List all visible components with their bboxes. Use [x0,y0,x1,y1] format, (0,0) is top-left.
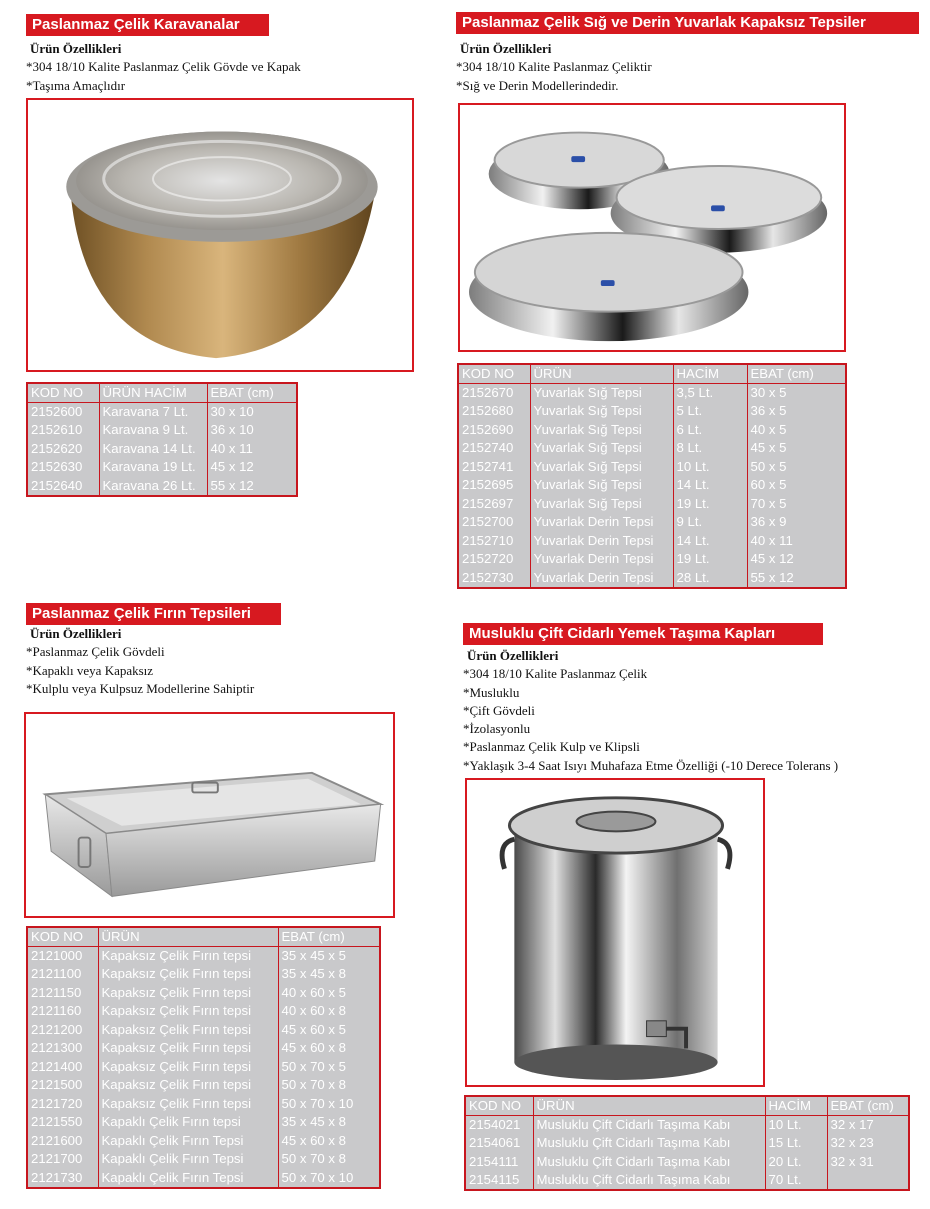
table-cell: 19 Lt. [673,550,747,569]
tepsi-feature-2: *Sığ ve Derin Modellerindedir. [456,77,619,93]
table-cell: 2121600 [27,1132,98,1151]
table-cell: 32 x 17 [830,1117,874,1132]
table-cell: 30 x 5 [750,385,787,400]
table-row [458,513,846,532]
table-cell: 2152740 [458,439,530,458]
table-cell: 36 x 5 [750,403,787,419]
table-cell: 2152620 [27,440,99,459]
table-cell: Kapaksız Çelik Fırın tepsi [98,984,278,1003]
table-cell: 10 Lt. [765,1116,827,1135]
table-cell: 8 Lt. [673,439,747,458]
table-header-row [458,364,846,384]
tepsi-trays-illustration [460,105,844,350]
table-cell: Kapaklı Çelik Fırın tepsi [98,1113,278,1132]
muslu-title: Musluklu Çift Cidarlı Yemek Taşıma Kapları [463,623,823,645]
table-cell: 35 x 45 x 8 [281,1114,347,1130]
firin-image [24,712,395,918]
table-row [458,569,846,588]
table-header-row [27,383,297,403]
table-cell: 2154061 [465,1134,533,1153]
karavana-feature-1: *304 18/10 Kalite Paslanmaz Çelik Gövde ve Kapak [26,59,301,75]
table-row [458,439,846,458]
header-kod: KOD NO [27,383,99,403]
table-cell: Musluklu Çift Cidarlı Taşıma Kabı [533,1134,765,1153]
table-cell: 40 x 11 [750,532,793,548]
muslu-feature-5: *Paslanmaz Çelik Kulp ve Klipsli [463,739,640,755]
table-row [458,495,846,514]
tepsi-image [458,103,846,352]
header-ebat: EBAT (cm) [827,1096,909,1116]
table-cell: Karavana 26 Lt. [99,477,207,496]
table-cell: Yuvarlak Derin Tepsi [530,532,673,551]
karavana-features-heading: Ürün Özellikleri [30,41,122,56]
table-row [27,947,380,966]
table-row [465,1116,909,1135]
table-row [27,403,297,422]
tepsi-feature-1: *304 18/10 Kalite Paslanmaz Çeliktir [456,59,652,75]
table-row [465,1153,909,1172]
table-cell: 50 x 5 [750,458,787,474]
karavana-pot-illustration [28,100,412,370]
table-cell: Kapaksız Çelik Fırın tepsi [98,1002,278,1021]
table-cell: 2154021 [465,1116,533,1135]
table-cell: 45 x 12 [210,459,254,475]
table-cell: 19 Lt. [673,495,747,514]
table-cell: 40 x 60 x 5 [281,984,347,1000]
table-cell: 2121550 [27,1113,98,1132]
header-ebat: EBAT (cm) [747,364,846,384]
table-cell: 9 Lt. [673,513,747,532]
firin-table [26,926,381,1189]
table-cell: 36 x 9 [750,514,787,530]
table-cell: Karavana 19 Lt. [99,458,207,477]
table-cell: Karavana 7 Lt. [99,403,207,422]
table-cell: Karavana 14 Lt. [99,440,207,459]
muslu-feature-4: *İzolasyonlu [463,721,531,737]
header-urun: ÜRÜN HACİM [99,383,207,403]
table-cell: 40 x 60 x 8 [281,1003,347,1019]
karavana-table [26,382,298,497]
table-cell: 50 x 70 x 10 [281,1169,354,1185]
muslu-container-illustration [467,780,763,1085]
table-row [27,1002,380,1021]
table-cell: 3,5 Lt. [673,384,747,403]
table-cell: 20 Lt. [765,1153,827,1172]
table-row [27,1095,380,1114]
table-cell: 2152697 [458,495,530,514]
table-cell: 60 x 5 [750,477,787,493]
table-cell: 2121150 [27,984,98,1003]
firin-tray-illustration [26,714,393,916]
table-header-row [465,1096,909,1116]
table-row [27,477,297,496]
table-cell: 40 x 11 [210,440,253,456]
table-cell: Kapaksız Çelik Fırın tepsi [98,947,278,966]
tepsi-features-heading: Ürün Özellikleri [460,41,552,56]
table-cell: 70 Lt. [765,1171,827,1190]
table-cell: 50 x 70 x 5 [281,1058,347,1074]
table-cell: Kapaksız Çelik Fırın tepsi [98,965,278,984]
table-cell: 2152610 [27,421,99,440]
table-cell: 2152680 [458,402,530,421]
table-row [27,1021,380,1040]
table-cell: 28 Lt. [673,569,747,588]
table-cell: Yuvarlak Sığ Tepsi [530,439,673,458]
table-cell: 2121700 [27,1150,98,1169]
table-row [27,1058,380,1077]
table-cell: 2152600 [27,403,99,422]
table-cell: 50 x 70 x 10 [281,1095,354,1111]
table-row [27,1039,380,1058]
table-cell: 2152695 [458,476,530,495]
table-cell: 2152670 [458,384,530,403]
table-cell: 2154115 [465,1171,533,1190]
table-cell: 50 x 70 x 8 [281,1151,347,1167]
firin-features-heading: Ürün Özellikleri [30,626,122,641]
table-cell: 2121400 [27,1058,98,1077]
table-cell: 2152690 [458,421,530,440]
table-cell: 2152710 [458,532,530,551]
header-kod: KOD NO [458,364,530,384]
table-cell: Yuvarlak Sığ Tepsi [530,421,673,440]
table-cell: 2152640 [27,477,99,496]
table-cell: 2152720 [458,550,530,569]
table-cell: 30 x 10 [210,404,254,419]
firin-feature-2: *Kapaklı veya Kapaksız [26,662,154,678]
table-row [27,458,297,477]
table-cell: Musluklu Çift Cidarlı Taşıma Kabı [533,1153,765,1172]
table-cell: 70 x 5 [750,495,787,511]
table-cell: 5 Lt. [673,402,747,421]
table-cell: Yuvarlak Sığ Tepsi [530,495,673,514]
table-row [27,1150,380,1169]
table-cell: Kapaklı Çelik Fırın Tepsi [98,1132,278,1151]
table-cell: 2121300 [27,1039,98,1058]
muslu-feature-6: *Yaklaşık 3-4 Saat Isıyı Muhafaza Etme Özelliği (-10 Derece Tolerans ) [463,757,839,773]
header-ebat: EBAT (cm) [207,383,297,403]
table-cell: Kapaksız Çelik Fırın tepsi [98,1039,278,1058]
muslu-feature-3: *Çift Gövdeli [463,702,535,718]
header-hacim: HACİM [673,364,747,384]
header-hacim: HACİM [765,1096,827,1116]
table-cell: Yuvarlak Sığ Tepsi [530,384,673,403]
table-cell: 45 x 60 x 8 [281,1132,347,1148]
table-cell: 2121200 [27,1021,98,1040]
table-row [458,402,846,421]
firin-features [26,625,254,698]
table-row [27,1076,380,1095]
table-cell: 2154111 [465,1153,533,1172]
muslu-features-heading: Ürün Özellikleri [467,648,559,663]
table-cell: 14 Lt. [673,532,747,551]
table-cell [827,1171,909,1190]
table-cell: Yuvarlak Derin Tepsi [530,569,673,588]
header-urun: ÜRÜN [530,364,673,384]
table-cell: 2121100 [27,965,98,984]
table-header-row [27,927,380,947]
table-cell: 2152730 [458,569,530,588]
table-cell: 2121720 [27,1095,98,1114]
table-cell: 55 x 12 [210,477,254,493]
table-row [458,458,846,477]
table-row [458,550,846,569]
firin-feature-1: *Paslanmaz Çelik Gövdeli [26,644,165,660]
table-cell: 45 x 12 [750,551,794,567]
table-cell: 45 x 5 [750,440,787,456]
header-kod: KOD NO [27,927,98,947]
table-row [27,440,297,459]
table-cell: Yuvarlak Sığ Tepsi [530,458,673,477]
tepsi-table [457,363,847,589]
table-row [27,984,380,1003]
table-cell: Kapaksız Çelik Fırın tepsi [98,1095,278,1114]
table-cell: Yuvarlak Derin Tepsi [530,550,673,569]
table-cell: Yuvarlak Sığ Tepsi [530,402,673,421]
karavana-feature-2: *Taşıma Amaçlıdır [26,77,126,93]
karavana-title: Paslanmaz Çelik Karavanalar [26,14,269,36]
firin-feature-3: *Kulplu veya Kulpsuz Modellerine Sahiptir [26,680,255,696]
table-row [458,421,846,440]
table-cell: Karavana 9 Lt. [99,421,207,440]
table-cell: Yuvarlak Sığ Tepsi [530,476,673,495]
table-row [458,532,846,551]
header-urun: ÜRÜN [533,1096,765,1116]
table-cell: 15 Lt. [765,1134,827,1153]
tepsi-title: Paslanmaz Çelik Sığ ve Derin Yuvarlak Kapaksız Tepsiler [456,12,919,34]
table-row [458,384,846,403]
table-cell: 36 x 10 [210,422,254,438]
table-cell: Musluklu Çift Cidarlı Taşıma Kabı [533,1116,765,1135]
table-row [27,1113,380,1132]
header-urun: ÜRÜN [98,927,278,947]
table-cell: 32 x 31 [830,1153,874,1169]
table-cell: 2121160 [27,1002,98,1021]
tepsi-features [456,40,652,95]
muslu-table [464,1095,910,1191]
muslu-features [463,647,838,775]
karavana-features [26,40,301,95]
table-row [465,1171,909,1190]
table-row [27,1132,380,1151]
table-cell: Kapaksız Çelik Fırın tepsi [98,1058,278,1077]
firin-title: Paslanmaz Çelik Fırın Tepsileri [26,603,281,625]
header-ebat: EBAT (cm) [278,927,380,947]
table-cell: 35 x 45 x 8 [281,966,347,982]
table-cell: Musluklu Çift Cidarlı Taşıma Kabı [533,1171,765,1190]
table-row [27,965,380,984]
table-cell: 2121730 [27,1169,98,1188]
table-cell: 14 Lt. [673,476,747,495]
table-cell: 2121000 [27,947,98,966]
table-row [27,421,297,440]
table-row [458,476,846,495]
table-cell: Yuvarlak Derin Tepsi [530,513,673,532]
table-cell: 45 x 60 x 5 [281,1021,347,1037]
table-cell: 45 x 60 x 8 [281,1040,347,1056]
muslu-feature-1: *304 18/10 Kalite Paslanmaz Çelik [463,666,648,682]
table-cell: 10 Lt. [673,458,747,477]
table-cell: 6 Lt. [673,421,747,440]
table-cell: 2152741 [458,458,530,477]
table-cell: 50 x 70 x 8 [281,1077,347,1093]
table-cell: 32 x 23 [830,1135,874,1151]
table-cell: 40 x 5 [750,421,787,437]
muslu-image [465,778,765,1087]
table-cell: 2121500 [27,1076,98,1095]
table-cell: Kapaklı Çelik Fırın Tepsi [98,1169,278,1188]
table-cell: 55 x 12 [750,569,794,585]
muslu-feature-2: *Musluklu [463,684,520,700]
table-row [465,1134,909,1153]
table-row [27,1169,380,1188]
table-cell: 35 x 45 x 5 [281,948,347,963]
table-cell: 2152700 [458,513,530,532]
table-cell: 2152630 [27,458,99,477]
header-kod: KOD NO [465,1096,533,1116]
table-cell: Kapaklı Çelik Fırın Tepsi [98,1150,278,1169]
table-cell: Kapaksız Çelik Fırın tepsi [98,1021,278,1040]
table-cell: Kapaksız Çelik Fırın tepsi [98,1076,278,1095]
karavana-image [26,98,414,372]
